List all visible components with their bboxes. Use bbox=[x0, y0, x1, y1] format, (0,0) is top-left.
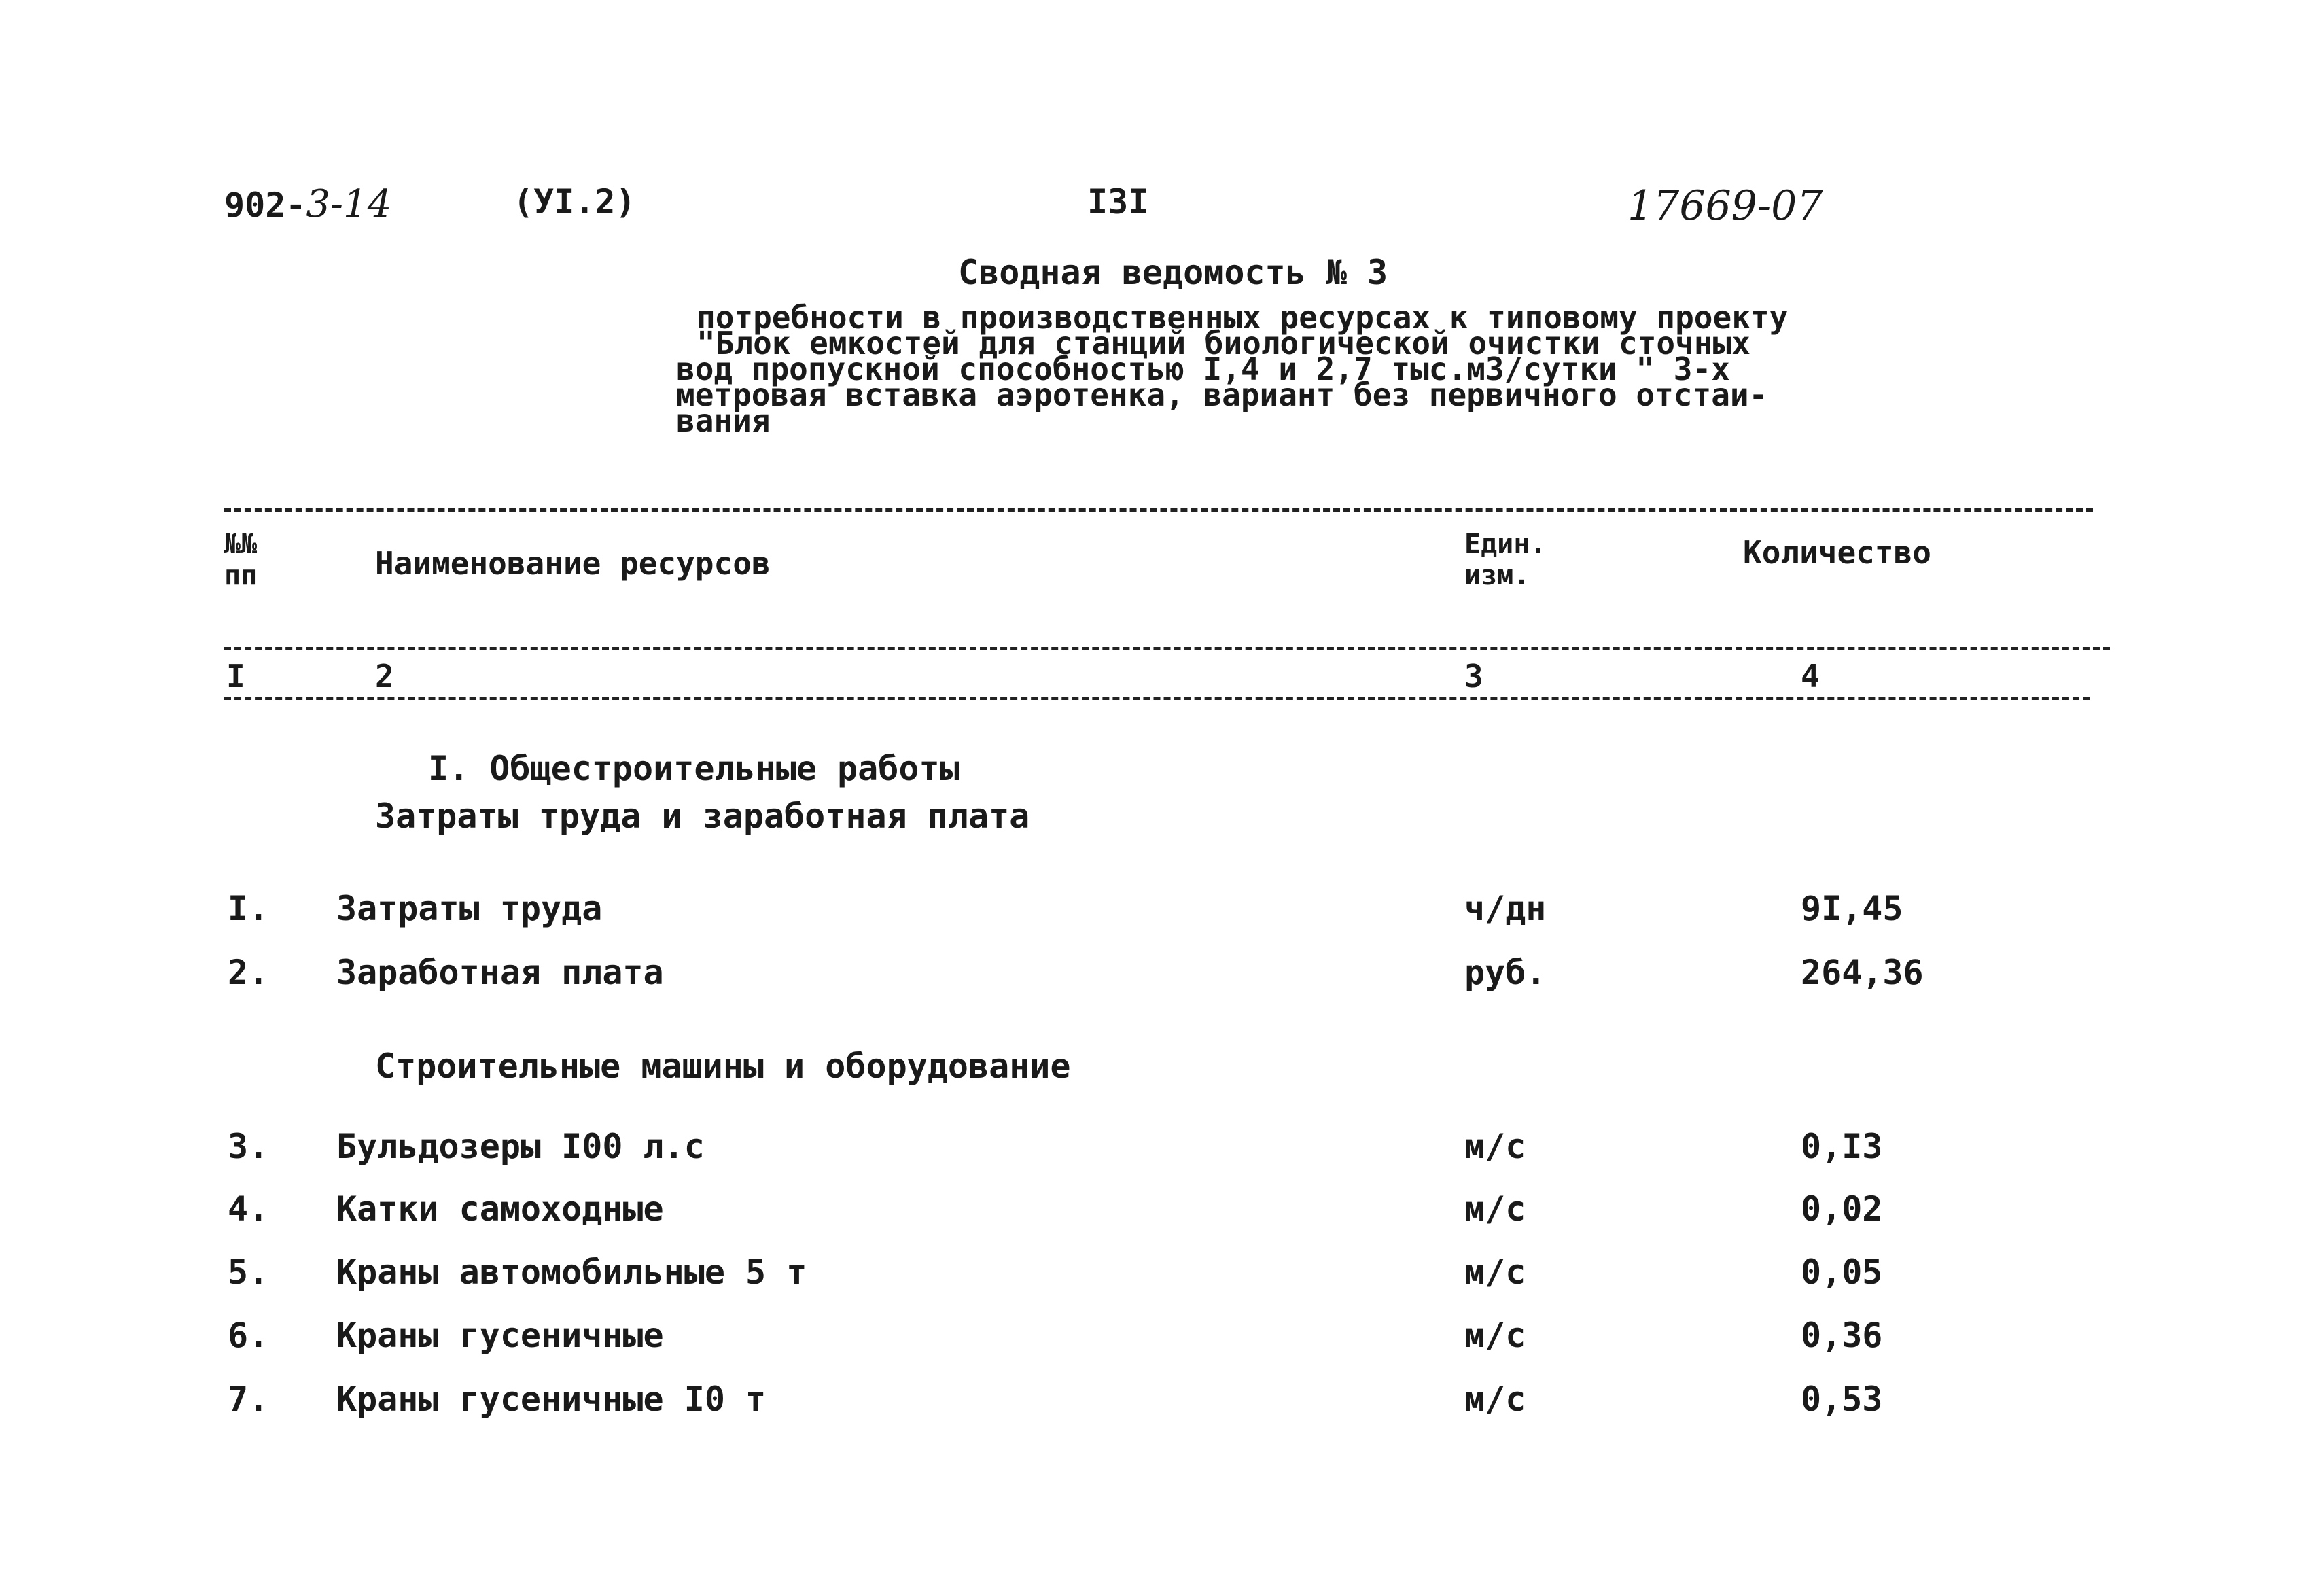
doc-code-printed: 902- bbox=[224, 186, 306, 225]
row-qty: 9I,45 bbox=[1801, 889, 1903, 928]
col-num-heading bbox=[224, 529, 257, 591]
section-general-works: I. Общестроительные работы bbox=[428, 749, 960, 788]
row-unit: м/с bbox=[1464, 1380, 1526, 1419]
volume-label: (УI.2) bbox=[513, 182, 636, 222]
row-number: 6. bbox=[228, 1316, 269, 1355]
row-number: 2. bbox=[228, 953, 269, 992]
row-name: Краны гусеничные I0 т bbox=[336, 1380, 767, 1419]
index-col-2: 2 bbox=[375, 658, 394, 695]
col-name-heading: Наименование ресурсов bbox=[375, 545, 771, 582]
index-col-1: I bbox=[226, 658, 245, 695]
row-number: 5. bbox=[228, 1252, 269, 1292]
row-qty: 0,53 bbox=[1801, 1380, 1883, 1419]
col-unit-heading-line2: изм. bbox=[1464, 560, 1530, 591]
col-unit-heading bbox=[1464, 529, 1546, 591]
col-num-heading-line2: пп bbox=[224, 560, 258, 591]
col-unit-heading-line1: Един. bbox=[1464, 529, 1547, 560]
row-unit: ч/дн bbox=[1464, 889, 1547, 928]
row-name: Катки самоходные bbox=[336, 1189, 664, 1229]
row-unit: руб. bbox=[1464, 953, 1547, 992]
row-number: 4. bbox=[228, 1189, 269, 1229]
row-qty: 264,36 bbox=[1801, 953, 1924, 992]
row-unit: м/с bbox=[1464, 1189, 1526, 1229]
subsection-labor: Затраты труда и заработная плата bbox=[375, 796, 1030, 836]
table-header-rule bbox=[224, 647, 2110, 650]
row-name: Краны гусеничные bbox=[336, 1316, 664, 1355]
row-number: 7. bbox=[228, 1380, 269, 1419]
row-qty: 0,05 bbox=[1801, 1252, 1883, 1292]
doc-code bbox=[224, 182, 391, 226]
col-num-heading-line1: №№ bbox=[224, 529, 258, 560]
statement-title: Сводная ведомость № 3 bbox=[958, 253, 1388, 292]
inventory-number: 17669-07 bbox=[1627, 182, 1823, 230]
table-top-rule bbox=[224, 508, 2093, 512]
index-row-rule bbox=[224, 697, 2090, 700]
title-line-3: вод пропускной способностью I,4 и 2,7 тыс.м3/сутки " 3-х bbox=[676, 351, 1730, 387]
title-line-4: метровая вставка аэротенка, вариант без первичного отстаи- bbox=[676, 376, 1768, 413]
row-number: I. bbox=[228, 889, 269, 928]
row-qty: 0,36 bbox=[1801, 1316, 1883, 1355]
title-line-5: вания bbox=[676, 402, 771, 439]
page-number: I3I bbox=[1087, 182, 1149, 222]
row-qty: 0,I3 bbox=[1801, 1127, 1883, 1166]
row-name: Бульдозеры I00 л.с bbox=[336, 1127, 705, 1166]
title-line-2: "Блок емкостей для станций биологической очистки сточных bbox=[697, 325, 1750, 362]
index-col-4: 4 bbox=[1801, 658, 1820, 695]
title-line-1: потребности в производственных ресурсах к типовому проекту bbox=[697, 299, 1789, 336]
subsection-machines: Строительные машины и оборудование bbox=[375, 1047, 1071, 1086]
row-name: Краны автомобильные 5 т bbox=[336, 1252, 807, 1292]
index-col-3: 3 bbox=[1464, 658, 1483, 695]
row-unit: м/с bbox=[1464, 1127, 1526, 1166]
doc-code-handwritten: 3-14 bbox=[306, 182, 392, 226]
row-name: Заработная плата bbox=[336, 953, 664, 992]
row-name: Затраты труда bbox=[336, 889, 603, 928]
row-number: 3. bbox=[228, 1127, 269, 1166]
row-qty: 0,02 bbox=[1801, 1189, 1883, 1229]
row-unit: м/с bbox=[1464, 1316, 1526, 1355]
col-qty-heading: Количество bbox=[1743, 534, 1931, 571]
row-unit: м/с bbox=[1464, 1252, 1526, 1292]
